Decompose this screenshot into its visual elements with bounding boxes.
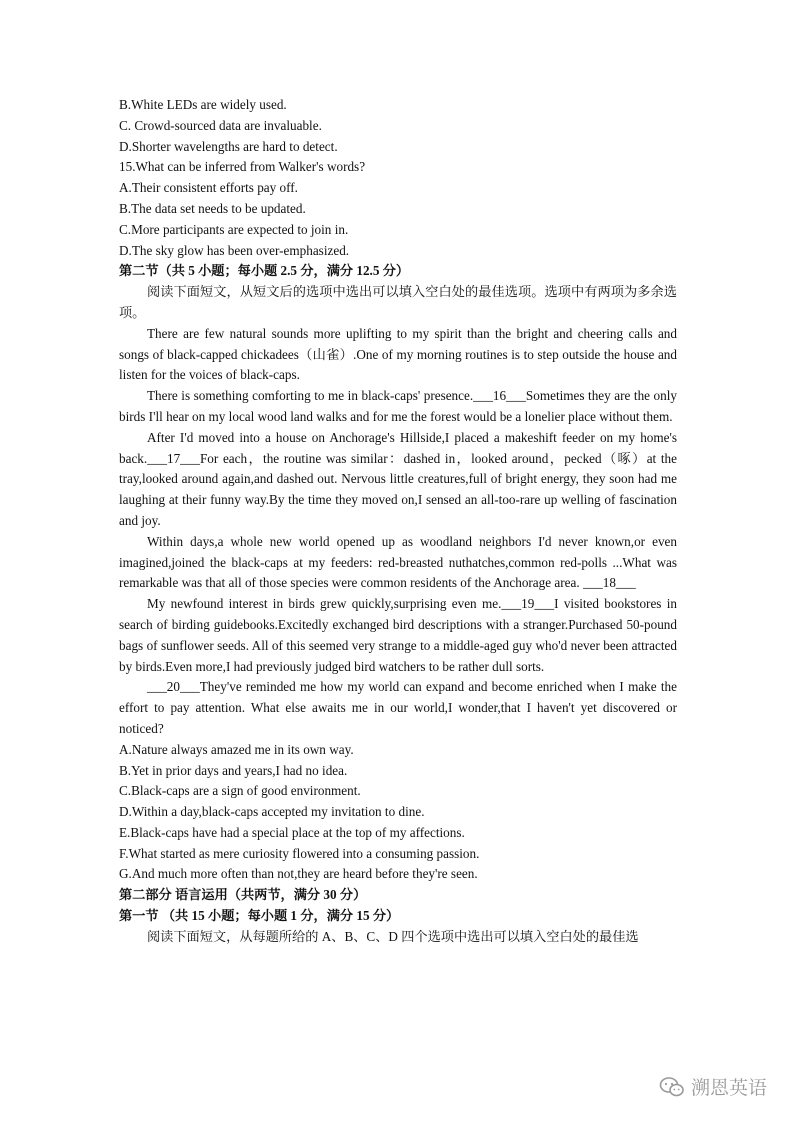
choice-f: F.What started as mere curiosity flowered into a consuming passion. [119,845,480,861]
q14-option-d: D.Shorter wavelengths are hard to detect. [119,138,338,154]
section2-instruction: 阅读下面短文，从短文后的选项中选出可以填入空白处的最佳选项。选项中有两项为多余选项。 [119,284,677,320]
passage-paragraph-5: My newfound interest in birds grew quickly,surprising even me.___19___I visited bookstores in search of birding guidebooks.Excitedly exchanged bird descriptions with a stranger.Purchased 50-pound bags of sunflower seeds. All of this seemed very strange to a middle-aged guy who'd never been attracted by birds.Even more,I had previously judged bird watchers to be rather dull sorts. [119,596,677,674]
q15-option-b: B.The data set needs to be updated. [119,200,306,216]
q15-option-c: C.More participants are expected to join in. [119,221,349,237]
passage-paragraph-4: Within days,a whole new world opened up as woodland neighbors I'd never known,or even imagined,joined the black-caps at my feeders: red-breasted nuthatches,common red-polls ...What was remarkable was that all of those species were common residents of the Anchorage area. ___18___ [119,533,677,591]
q15-option-a: A.Their consistent efforts pay off. [119,180,298,196]
choice-a: A.Nature always amazed me in its own way. [119,741,354,757]
exam-page [119,95,677,948]
choice-g: G.And much more often than not,they are heard before they're seen. [119,866,478,882]
q15-option-d: D.The sky glow has been over-emphasized. [119,242,350,258]
choice-d: D.Within a day,black-caps accepted my invitation to dine. [119,804,425,820]
passage-paragraph-6: ___20___They've reminded me how my world can expand and become enriched when I make the effort to pay attention. What else awaits me in our world,I wonder,that I haven't yet discovered or noticed? [119,679,677,736]
part2-section1-heading: 第一节 （共 15 小题；每小题 1 分，满分 15 分） [119,908,400,924]
passage-paragraph-2: There is something comforting to me in black-caps' presence.___16___Sometimes they are the only birds I'll hear on my local wood land walks and for me the forest would be a lonelier place without them. [119,388,677,424]
q14-option-c: C. Crowd-sourced data are invaluable. [119,117,322,133]
wechat-icon [659,1076,685,1098]
part2-heading: 第二部分 语言运用（共两节，满分 30 分） [119,887,367,903]
choice-b: B.Yet in prior days and years,I had no idea. [119,762,348,778]
watermark-text: 溯恩英语 [690,1077,767,1099]
q14-option-b: B.White LEDs are widely used. [119,97,287,112]
passage-paragraph-3: After I'd moved into a house on Anchorage's Hillside,I placed a makeshift feeder on my home's back.___17___For each，the routine was similar：dashed in，looked around，pecked（啄）at the tray,looked around again,and dashed out. Nervous little creatures,full of bright energy, they soon had me laughing at their funny way.By the time they moved on,I sensed an all-too-rare up welling of fascination and joy. [119,429,677,528]
passage-paragraph-1: There are few natural sounds more uplifting to my spirit than the bright and cheering calls and songs of black-capped chickadees（山雀）.One of my morning routines is to step outside the house and listen for the voices of black-caps. [119,325,677,383]
choice-c: C.Black-caps are a sign of good environment. [119,783,361,799]
watermark [659,1073,767,1100]
q15-stem: 15.What can be inferred from Walker's words? [119,159,366,175]
section2-heading: 第二节（共 5 小题；每小题 2.5 分，满分 12.5 分） [119,263,410,279]
choice-e: E.Black-caps have had a special place at the top of my affections. [119,824,465,840]
part2-instruction: 阅读下面短文，从每题所给的 A、B、C、D 四个选项中选出可以填入空白处的最佳选 [147,928,639,944]
